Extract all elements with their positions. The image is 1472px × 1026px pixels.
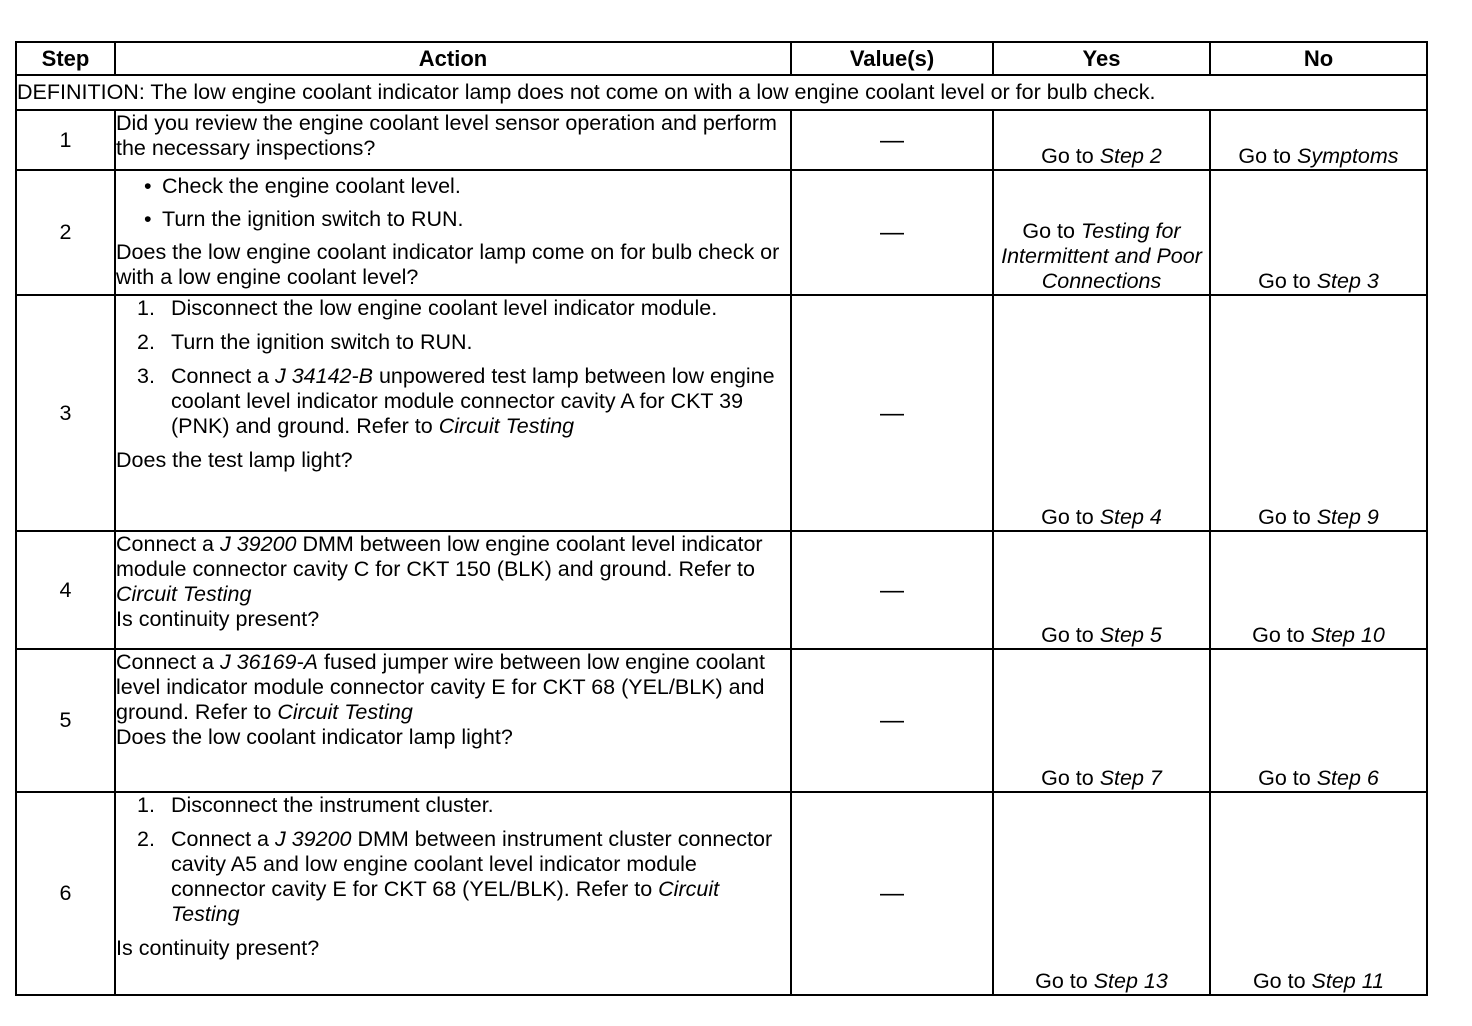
go-to-label: Go to [1252, 969, 1306, 993]
header-values: Value(s) [791, 42, 993, 75]
definition-row [16, 75, 1427, 110]
reference-link[interactable]: Circuit Testing [116, 582, 252, 606]
action-text-part: DMM between low engine coolant level indicator module connector cavity C for CKT 150 (BLK) and ground. Refer to [116, 532, 763, 581]
table-row [16, 170, 1427, 295]
go-to-label: Go to [1041, 623, 1094, 647]
no-cell [1210, 170, 1427, 295]
definition-text: DEFINITION: The low engine coolant indicator lamp does not come on with a low engine coolant level or for bulb check. [16, 75, 1427, 110]
diagnostic-table [15, 41, 1428, 996]
go-to-label: Go to [1252, 623, 1305, 647]
go-to-label: Go to [1022, 219, 1075, 243]
action-cell [115, 110, 791, 170]
no-cell [1210, 295, 1427, 531]
yes-cell [993, 792, 1210, 995]
action-cell [115, 792, 791, 995]
item-text: Disconnect the low engine coolant level indicator module. [171, 296, 718, 320]
go-to-label: Go to [1258, 766, 1311, 790]
numbered-list [116, 793, 790, 936]
yes-cell [993, 649, 1210, 792]
go-to-label: Go to [1041, 505, 1094, 529]
action-text [116, 532, 790, 607]
value-cell: — [791, 649, 993, 792]
item-text: Disconnect the instrument cluster. [171, 793, 494, 817]
tool-name: J 39200 [219, 532, 297, 556]
action-question: Does the low engine coolant indicator lamp come on for bulb check or with a low engine coolant level? [116, 240, 780, 289]
value-cell: — [791, 792, 993, 995]
step-number: 6 [16, 792, 115, 995]
yes-link[interactable]: Step 13 [1093, 969, 1168, 993]
no-cell [1210, 110, 1427, 170]
step-number: 5 [16, 649, 115, 792]
item-text: DMM between instrument cluster connector cavity A5 and low engine coolant level indicator module connector cavity E for CKT 68 (YEL/BLK). Refer to [171, 827, 773, 901]
action-question: Does the low coolant indicator lamp light? [116, 725, 513, 749]
reference-link[interactable]: Circuit Testing [438, 414, 575, 438]
reference-link[interactable]: Circuit Testing [277, 700, 413, 724]
list-item: • Turn the ignition switch to RUN. [116, 207, 790, 232]
table-row [16, 649, 1427, 792]
no-link[interactable]: Step 10 [1310, 623, 1385, 647]
no-link[interactable]: Step 3 [1316, 269, 1379, 293]
action-cell [115, 649, 791, 792]
header-yes: Yes [993, 42, 1210, 75]
table-row [16, 792, 1427, 995]
step-number: 1 [16, 110, 115, 170]
tool-name: J 39200 [274, 827, 352, 851]
table-row [16, 531, 1427, 649]
yes-link[interactable]: Testing for Intermittent and Poor Connections [1001, 219, 1202, 293]
item-text: Turn the ignition switch to RUN. [171, 330, 473, 354]
action-question: Is continuity present? [116, 607, 320, 631]
yes-link[interactable]: Step 2 [1099, 144, 1162, 168]
item-number: 3. [137, 364, 155, 388]
list-item [116, 827, 790, 927]
numbered-list [116, 296, 790, 448]
list-item [116, 793, 790, 818]
go-to-label: Go to [1041, 144, 1094, 168]
no-link[interactable]: Step 9 [1316, 505, 1379, 529]
action-cell [115, 170, 791, 295]
go-to-label: Go to [1238, 144, 1292, 168]
table-row [16, 295, 1427, 531]
no-cell [1210, 531, 1427, 649]
table-row [16, 110, 1427, 170]
yes-link[interactable]: Step 4 [1099, 505, 1162, 529]
action-text [116, 650, 790, 725]
yes-link[interactable]: Step 5 [1099, 623, 1162, 647]
tool-name: J 36169-A [219, 650, 318, 674]
no-link[interactable]: Symptoms [1297, 144, 1399, 168]
tool-name: J 34142-B [274, 364, 373, 388]
header-no: No [1210, 42, 1427, 75]
action-question: Did you review the engine coolant level sensor operation and perform the necessary inspections? [116, 111, 777, 160]
item-number: 1. [137, 296, 155, 320]
yes-cell [993, 531, 1210, 649]
item-text: unpowered test lamp between low engine coolant level indicator module connector cavity A for CKT 39 (PNK) and ground. Refer to [171, 364, 775, 438]
action-cell [115, 295, 791, 531]
yes-cell [993, 110, 1210, 170]
step-number: 3 [16, 295, 115, 531]
go-to-label: Go to [1041, 766, 1094, 790]
yes-cell [993, 170, 1210, 295]
list-item [116, 296, 790, 321]
bullet-list [116, 171, 790, 240]
no-link[interactable]: Step 6 [1316, 766, 1379, 790]
step-number: 4 [16, 531, 115, 649]
list-item [116, 364, 790, 439]
action-question: Does the test lamp light? [116, 448, 353, 472]
yes-cell [993, 295, 1210, 531]
value-cell: — [791, 295, 993, 531]
action-question: Is continuity present? [116, 936, 320, 960]
header-action: Action [115, 42, 791, 75]
yes-link[interactable]: Step 7 [1099, 766, 1162, 790]
item-number: 2. [137, 330, 155, 354]
no-link[interactable]: Step 11 [1311, 969, 1385, 993]
item-text: Connect a [171, 827, 275, 851]
no-cell [1210, 649, 1427, 792]
go-to-label: Go to [1258, 505, 1311, 529]
value-cell: — [791, 110, 993, 170]
value-cell: — [791, 170, 993, 295]
action-cell [115, 531, 791, 649]
header-row [16, 42, 1427, 75]
reference-link[interactable]: Circuit Testing [171, 877, 720, 926]
value-cell: — [791, 531, 993, 649]
action-text-part: Connect a [116, 532, 220, 556]
go-to-label: Go to [1258, 269, 1311, 293]
action-text-part: fused jumper wire between low engine coolant level indicator module connector cavity E for CKT 68 (YEL/BLK) and ground. Refer to [116, 650, 765, 724]
header-step: Step [16, 42, 115, 75]
no-cell [1210, 792, 1427, 995]
go-to-label: Go to [1035, 969, 1088, 993]
list-item [116, 330, 790, 355]
action-text-part: Connect a [116, 650, 220, 674]
item-number: 2. [137, 827, 155, 851]
item-text: Connect a [171, 364, 275, 388]
list-item: • Check the engine coolant level. [116, 174, 790, 199]
step-number: 2 [16, 170, 115, 295]
item-number: 1. [137, 793, 155, 817]
